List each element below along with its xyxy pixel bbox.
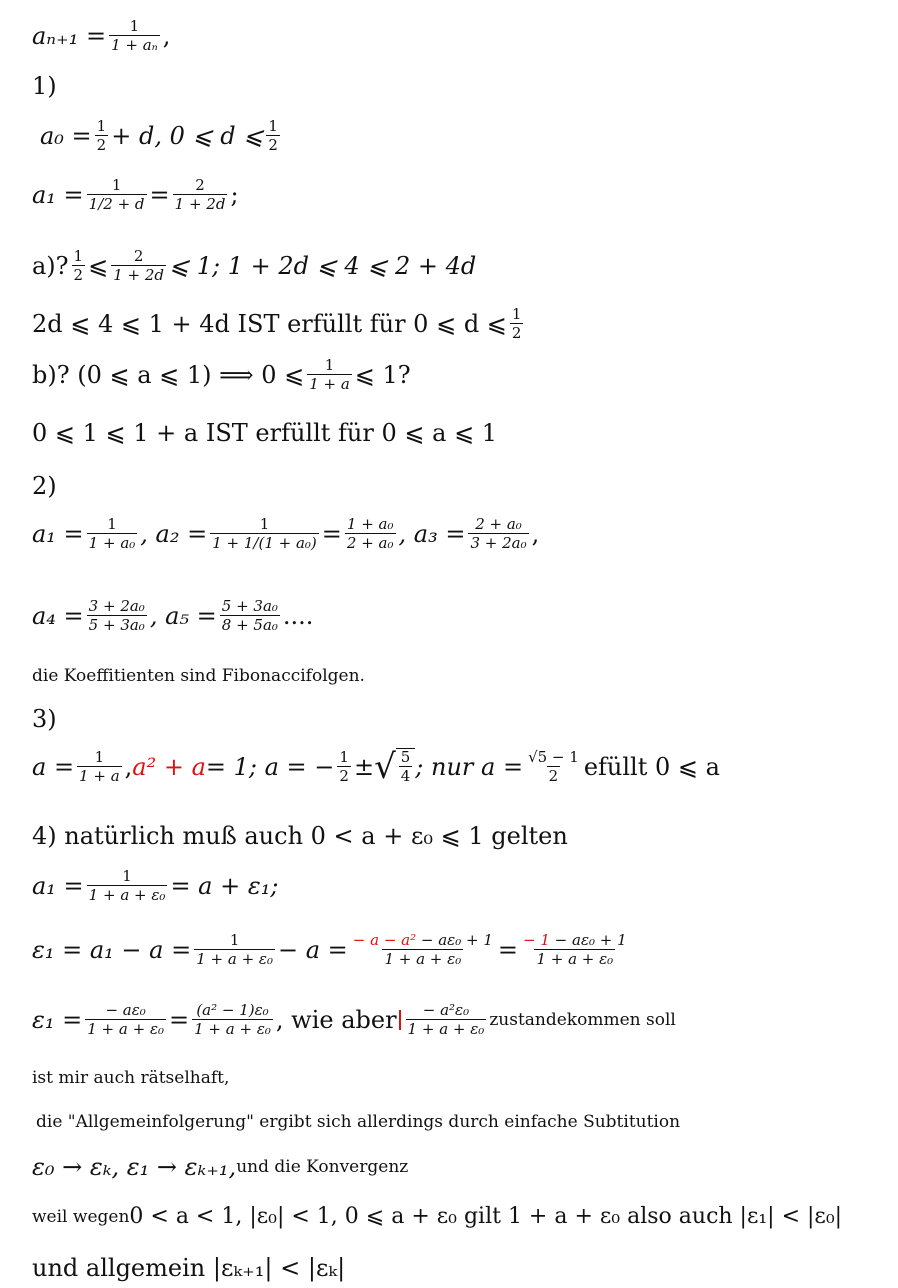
fraction: $\frac{1}{\text{1 + 1/(1 + a₀)}}$ bbox=[212, 515, 317, 553]
epsilon1-derivation bbox=[32, 932, 632, 968]
fraction: $\frac{5}{4}$ bbox=[400, 748, 411, 786]
text: , bbox=[531, 520, 540, 549]
comment-line-2: die "Allgemeinfolgerung" ergibt sich allerdings durch einfache Subtitution bbox=[36, 1112, 681, 1132]
fraction: $\frac{1}{2}$ bbox=[73, 247, 84, 285]
text: a₁ = bbox=[32, 520, 84, 549]
text: , bbox=[124, 752, 133, 781]
text: ⩽ 1; 1 + 2d ⩽ 4 ⩽ 2 + 4d bbox=[169, 252, 477, 281]
fraction: $\frac{1}{\text{1 + a₀}}$ bbox=[88, 515, 136, 553]
text: − a = bbox=[277, 936, 348, 965]
section-2-label: 2) bbox=[32, 472, 57, 500]
text: = bbox=[169, 1006, 190, 1035]
text: = bbox=[497, 936, 518, 965]
text: und die Konvergenz bbox=[236, 1157, 409, 1177]
highlighted-term: − a − a² bbox=[352, 931, 417, 949]
section-3-label: 3) bbox=[32, 705, 57, 733]
general-conclusion-line: und allgemein |εₖ₊₁| < |εₖ| bbox=[32, 1254, 346, 1282]
text: weil wegen bbox=[32, 1206, 130, 1227]
text: = bbox=[321, 520, 342, 549]
text: = a + ε₁; bbox=[170, 872, 279, 901]
highlighted-term: − 1 bbox=[523, 931, 550, 949]
text-cursor bbox=[399, 1010, 401, 1030]
text: 0 < a < 1, |ε₀| < 1, 0 ⩽ a + ε₀ gilt 1 + a + ε₀ also auch |ε₁| < |ε₀| bbox=[129, 1204, 843, 1229]
a1-perturbed-line bbox=[32, 868, 278, 904]
text: , a₂ = bbox=[140, 520, 208, 549]
highlighted-term: a² + a bbox=[132, 752, 206, 781]
fraction: $\frac{\text{5 + 3a₀}}{\text{8 + 5a₀}}$ bbox=[221, 597, 278, 635]
text: a₀ = bbox=[40, 122, 92, 151]
fraction: $\frac{1}{1 + a}$ bbox=[79, 747, 120, 785]
text: , bbox=[162, 22, 171, 51]
fraction: $\frac{1}{1/2 + d}$ bbox=[88, 176, 145, 214]
fraction: $\frac{1}{1 + a}$ bbox=[309, 356, 350, 394]
text: + d, 0 ⩽ d ⩽ bbox=[111, 122, 264, 151]
fraction: $\frac{1}{\text{1 + a + ε₀}}$ bbox=[88, 867, 166, 905]
part-a-result bbox=[32, 306, 526, 342]
text: a₄ = bbox=[32, 602, 84, 631]
text: a₁ = bbox=[32, 181, 84, 210]
recursion-definition bbox=[32, 18, 170, 54]
sequence-terms-line-2 bbox=[32, 598, 313, 634]
fraction: $\frac{\text{− a − a² − aε₀ + 1}}{\text{1 + a + ε₀}}$ bbox=[352, 931, 493, 969]
part-a-line bbox=[32, 248, 476, 284]
text: , wie aber bbox=[275, 1006, 397, 1035]
fraction: $\frac{1}{2}$ bbox=[339, 747, 349, 785]
text: a₁ = bbox=[32, 872, 84, 901]
fraction: $\frac{\text{3 + 2a₀}}{\text{5 + 3a₀}}$ bbox=[88, 597, 145, 635]
text: ε₀ → εₖ, ε₁ → εₖ₊₁, bbox=[32, 1153, 237, 1181]
text: ⩽ bbox=[88, 252, 109, 281]
comment-line-1: ist mir auch rätselhaft, bbox=[32, 1068, 230, 1088]
text: zustandekommen soll bbox=[489, 1010, 676, 1031]
fixed-point-line bbox=[32, 748, 720, 785]
text: .... bbox=[282, 602, 314, 631]
text: b)? (0 ⩽ a ⩽ 1) ⟹ 0 ⩽ bbox=[32, 361, 305, 390]
epsilon1-result bbox=[32, 1002, 676, 1038]
text: a)? bbox=[32, 252, 69, 281]
text: 2d ⩽ 4 ⩽ 1 + 4d IST erfüllt für 0 ⩽ d ⩽ bbox=[32, 310, 507, 339]
fraction: $\frac{\text{2 + a₀}}{\text{3 + 2a₀}}$ bbox=[470, 515, 527, 553]
initial-value-line bbox=[40, 118, 283, 154]
fraction: $\frac{1}{2}$ bbox=[511, 305, 522, 343]
part-b-line bbox=[32, 357, 411, 393]
text: = 1; a = − bbox=[205, 752, 335, 781]
text: ε₁ = bbox=[32, 1006, 83, 1035]
fraction: $\frac{1}{\text{1 + aₙ}}$ bbox=[111, 17, 158, 55]
convergence-reason-line bbox=[32, 1204, 842, 1229]
fraction: $\frac{1}{\text{1 + a + ε₀}}$ bbox=[196, 931, 273, 969]
text: = bbox=[149, 181, 170, 210]
text: , a₅ = bbox=[149, 602, 217, 631]
fraction: $\frac{\text{(a² − 1)ε₀}}{\text{1 + a + ε₀}}$ bbox=[194, 1001, 271, 1039]
text: efüllt 0 ⩽ a bbox=[583, 752, 720, 781]
section-4-line: 4) natürlich muß auch 0 < a + ε₀ ⩽ 1 gelten bbox=[32, 822, 568, 850]
square-root: √ $\frac{5}{4}$ bbox=[374, 748, 415, 785]
fraction: $\frac{\text{− a²ε₀}}{\text{1 + a + ε₀}}$ bbox=[407, 1001, 485, 1039]
text: ; nur a = bbox=[415, 752, 524, 781]
fibonacci-note: die Koeffitienten sind Fibonaccifolgen. bbox=[32, 666, 365, 686]
text: ; bbox=[230, 181, 239, 210]
section-1-label: 1) bbox=[32, 72, 57, 100]
sequence-terms-line-1 bbox=[32, 516, 539, 552]
fraction: $\frac{\text{1 + a₀}}{\text{2 + a₀}}$ bbox=[346, 515, 394, 553]
substitution-line bbox=[32, 1153, 408, 1181]
fraction: $\frac{\text{− aε₀}}{\text{1 + a + ε₀}}$ bbox=[87, 1001, 165, 1039]
fraction: $\frac{1}{2}$ bbox=[96, 117, 107, 155]
fraction: $\frac{√5 - 1}{2}$ bbox=[528, 747, 579, 785]
fraction: $\frac{2}{1 + 2d}$ bbox=[174, 176, 226, 214]
fraction: $\frac{\text{− 1 − aε₀ + 1}}{\text{1 + a + ε₀}}$ bbox=[523, 931, 627, 969]
text: a = bbox=[32, 752, 75, 781]
text: ± bbox=[353, 752, 375, 781]
fraction: $\frac{1}{2}$ bbox=[268, 117, 278, 155]
text: aₙ₊₁ = bbox=[32, 22, 107, 51]
fraction: $\frac{2}{1 + 2d}$ bbox=[113, 247, 164, 285]
text: , a₃ = bbox=[398, 520, 466, 549]
text: ε₁ = a₁ − a = bbox=[32, 936, 192, 965]
text: ⩽ 1? bbox=[354, 361, 411, 390]
part-b-result: 0 ⩽ 1 ⩽ 1 + a IST erfüllt für 0 ⩽ a ⩽ 1 bbox=[32, 419, 498, 447]
a1-line bbox=[32, 177, 239, 213]
